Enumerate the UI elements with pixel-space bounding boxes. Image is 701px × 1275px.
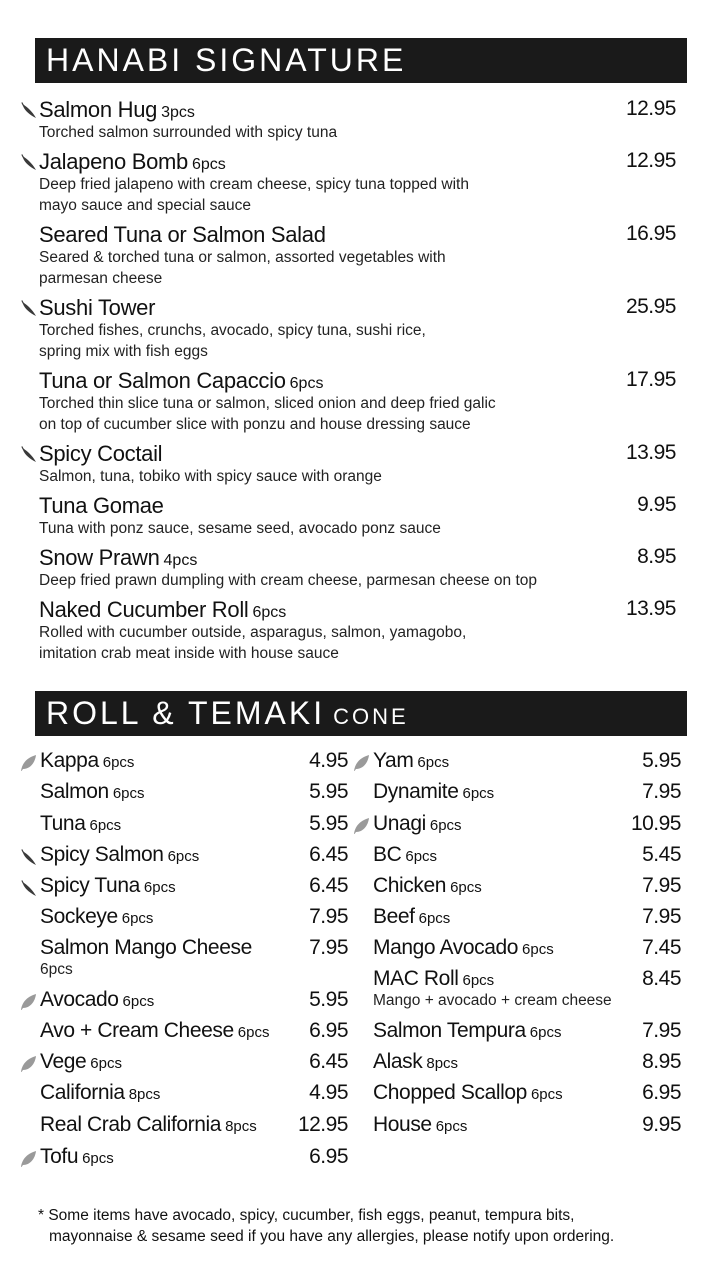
roll-item [373,749,681,777]
roll-name: Sockeye [40,905,118,928]
roll-sub-description: 6pcs [40,961,73,978]
roll-piece-count: 6pcs [82,1150,114,1167]
roll-name: Tuna [40,812,86,835]
roll-price: 8.95 [642,1050,681,1073]
item-description-line: parmesan cheese [39,270,163,287]
item-description [20,393,680,435]
roll-section-title: ROLL & TEMAKI CONE [35,691,687,736]
roll-price: 5.95 [309,780,348,803]
chili-pepper-icon [20,299,37,317]
menu-item [20,493,680,539]
roll-item [373,905,681,933]
roll-price: 6.45 [309,1050,348,1073]
roll-piece-count: 6pcs [529,1024,562,1041]
roll-name: Kappa [40,749,99,772]
roll-price: 4.95 [309,1081,348,1104]
vegetarian-leaf-icon [20,754,37,772]
item-description-line: imitation crab meat inside with house sauce [39,645,339,662]
roll-piece-count: 6pcs [89,817,122,834]
item-description [20,466,680,487]
roll-price: 8.45 [642,967,681,990]
roll-section-subtitle: CONE [333,704,409,729]
item-description-line: spring mix with fish eggs [39,343,208,360]
roll-name: Dynamite [373,780,459,803]
chili-pepper-icon [20,101,37,119]
item-price: 13.95 [625,597,676,620]
item-description [20,518,680,539]
allergy-footnote [38,1205,688,1247]
menu-item [20,368,680,435]
roll-price: 7.95 [642,874,681,897]
roll-name: Beef [373,905,415,928]
item-name: Salmon Hug [39,97,158,122]
roll-price: 7.95 [642,780,681,803]
roll-item [40,843,348,871]
menu-item [20,441,680,487]
item-description [20,122,680,143]
roll-piece-count: 6pcs [143,879,176,896]
menu-item [20,222,680,289]
roll-name: Spicy Salmon [40,843,164,866]
item-description-line: Rolled with cucumber outside, asparagus, salmon, yamagobo, [39,624,467,641]
item-description-line: Seared & torched tuna or salmon, assorted vegetables with [39,249,446,266]
roll-piece-count: 6pcs [530,1086,563,1103]
roll-name: MAC Roll [373,967,459,990]
item-name: Tuna or Salmon Capaccio [39,368,286,393]
item-price: 16.95 [625,222,676,245]
roll-name: Salmon [40,780,109,803]
signature-section-title: HANABI SIGNATURE [35,38,687,83]
roll-name: Avo + Cream Cheese [40,1019,234,1042]
roll-price: 9.95 [642,1113,681,1136]
roll-price: 6.95 [309,1019,348,1042]
roll-piece-count: 6pcs [435,1118,468,1135]
item-price: 25.95 [625,295,676,318]
roll-piece-count: 6pcs [90,1055,122,1072]
item-price: 9.95 [637,493,676,516]
roll-piece-count: 6pcs [112,785,145,802]
roll-price: 6.45 [309,874,348,897]
roll-item [373,780,681,808]
item-name: Naked Cucumber Roll [39,597,249,622]
roll-item [373,843,681,871]
roll-sub-description: Mango + avocado + cream cheese [373,992,612,1009]
footnote-line: * Some items have avocado, spicy, cucumber, fish eggs, peanut, tempura bits, [38,1207,575,1224]
roll-item [40,1050,348,1078]
item-name: Sushi Tower [39,295,156,320]
roll-name: House [373,1113,432,1136]
vegetarian-leaf-icon [353,754,370,772]
item-name: Seared Tuna or Salmon Salad [39,222,326,247]
roll-item [40,1081,348,1109]
menu-item [20,295,680,362]
roll-price: 7.95 [309,936,348,959]
vegetarian-leaf-icon [20,1150,37,1168]
item-name: Snow Prawn [39,545,160,570]
item-name: Tuna Gomae [39,493,164,518]
roll-price: 5.95 [309,812,348,835]
item-description-line: Deep fried prawn dumpling with cream cheese, parmesan cheese on top [39,572,537,589]
item-description [20,174,680,216]
item-description-line: Tuna with ponz sauce, sesame seed, avocado ponz sauce [39,520,441,537]
roll-piece-count: 6pcs [122,993,155,1010]
roll-price: 5.95 [309,988,348,1011]
roll-name: Chopped Scallop [373,1081,527,1104]
chili-pepper-icon [20,153,37,171]
menu-item [20,149,680,216]
roll-item [373,1050,681,1078]
roll-item [40,780,348,808]
item-name-row [20,97,680,121]
roll-price: 4.95 [309,749,348,772]
chili-pepper-icon [20,445,37,463]
roll-name: BC [373,843,402,866]
roll-price: 5.45 [642,843,681,866]
item-description-line: Torched fishes, crunchs, avocado, spicy tuna, sushi rice, [39,322,426,339]
roll-name: Spicy Tuna [40,874,140,897]
roll-item [40,988,348,1016]
roll-item [40,874,348,902]
roll-name: Salmon Mango Cheese [40,936,252,959]
item-name-row [20,295,680,319]
roll-price: 5.95 [642,749,681,772]
roll-piece-count: 6pcs [462,785,495,802]
item-description-line: Torched salmon surrounded with spicy tuna [39,124,338,141]
item-price: 8.95 [637,545,676,568]
roll-item [40,905,348,933]
roll-item [40,749,348,777]
vegetarian-leaf-icon [20,1055,37,1073]
vegetarian-leaf-icon [20,993,37,1011]
item-description-line: mayo sauce and special sauce [39,197,251,214]
item-description [20,320,680,362]
item-description-line: Torched thin slice tuna or salmon, sliced onion and deep fried galic [39,395,496,412]
roll-name: Yam [373,749,414,772]
roll-piece-count: 8pcs [225,1118,257,1135]
roll-price: 7.95 [642,1019,681,1042]
item-name-row [20,441,680,465]
roll-price: 6.95 [309,1145,348,1168]
roll-name: California [40,1081,125,1104]
item-name-row [20,368,680,392]
roll-item [373,967,681,995]
roll-piece-count: 6pcs [121,910,154,927]
roll-item [40,812,348,840]
menu-item [20,545,680,591]
item-piece-count: 3pcs [161,104,195,121]
item-name-row [20,545,680,569]
menu-item [20,97,680,143]
roll-price: 7.95 [309,905,348,928]
menu-item [20,597,680,664]
roll-item [373,1081,681,1109]
roll-piece-count: 6pcs [237,1024,270,1041]
roll-price: 7.45 [642,936,681,959]
roll-item [40,1145,348,1173]
roll-item [373,1019,681,1047]
item-description [20,247,680,289]
chili-pepper-icon [20,879,37,897]
roll-piece-count: 6pcs [462,972,495,989]
roll-piece-count: 6pcs [418,910,451,927]
item-piece-count: 6pcs [252,604,287,621]
item-description [20,570,680,591]
roll-name: Alask [373,1050,423,1073]
roll-item [373,936,681,964]
roll-piece-count: 6pcs [450,879,482,896]
item-name: Jalapeno Bomb [39,149,188,174]
item-price: 13.95 [625,441,676,464]
item-description-line: Deep fried jalapeno with cream cheese, spicy tuna topped with [39,176,469,193]
item-piece-count: 4pcs [163,552,198,569]
item-price: 12.95 [625,97,676,120]
item-name-row [20,597,680,621]
roll-name: Avocado [40,988,119,1011]
roll-item [373,812,681,840]
roll-name: Chicken [373,874,447,897]
roll-item [373,874,681,902]
item-piece-count: 6pcs [289,375,324,392]
item-name: Spicy Coctail [39,441,163,466]
item-name-row [20,493,680,517]
roll-name: Vege [40,1050,87,1073]
roll-piece-count: 8pcs [128,1086,161,1103]
roll-piece-count: 8pcs [426,1055,459,1072]
item-description-line: on top of cucumber slice with ponzu and house dressing sauce [39,416,471,433]
roll-price: 6.45 [309,843,348,866]
roll-name: Tofu [40,1145,79,1168]
roll-piece-count: 6pcs [405,848,438,865]
roll-price: 6.95 [642,1081,681,1104]
vegetarian-leaf-icon [353,817,370,835]
roll-name: Salmon Tempura [373,1019,526,1042]
roll-piece-count: 6pcs [167,848,200,865]
roll-item [373,1113,681,1141]
item-name-row [20,222,680,246]
roll-price: 7.95 [642,905,681,928]
roll-price: 12.95 [297,1113,348,1136]
roll-name: Real Crab California [40,1113,222,1136]
roll-price: 10.95 [630,812,681,835]
item-price: 12.95 [625,149,676,172]
item-price: 17.95 [625,368,676,391]
item-description [20,622,680,664]
roll-item [40,1113,348,1141]
roll-name: Unagi [373,812,426,835]
chili-pepper-icon [20,848,37,866]
roll-name: Mango Avocado [373,936,519,959]
roll-piece-count: 6pcs [522,941,554,958]
roll-piece-count: 6pcs [429,817,462,834]
footnote-line: mayonnaise & sesame seed if you have any allergies, please notify upon ordering. [49,1228,615,1245]
item-piece-count: 6pcs [191,156,226,173]
item-description-line: Salmon, tuna, tobiko with spicy sauce with orange [39,468,382,485]
roll-piece-count: 6pcs [102,754,135,771]
roll-item [40,936,348,964]
item-name-row [20,149,680,173]
roll-item [40,1019,348,1047]
roll-piece-count: 6pcs [417,754,450,771]
